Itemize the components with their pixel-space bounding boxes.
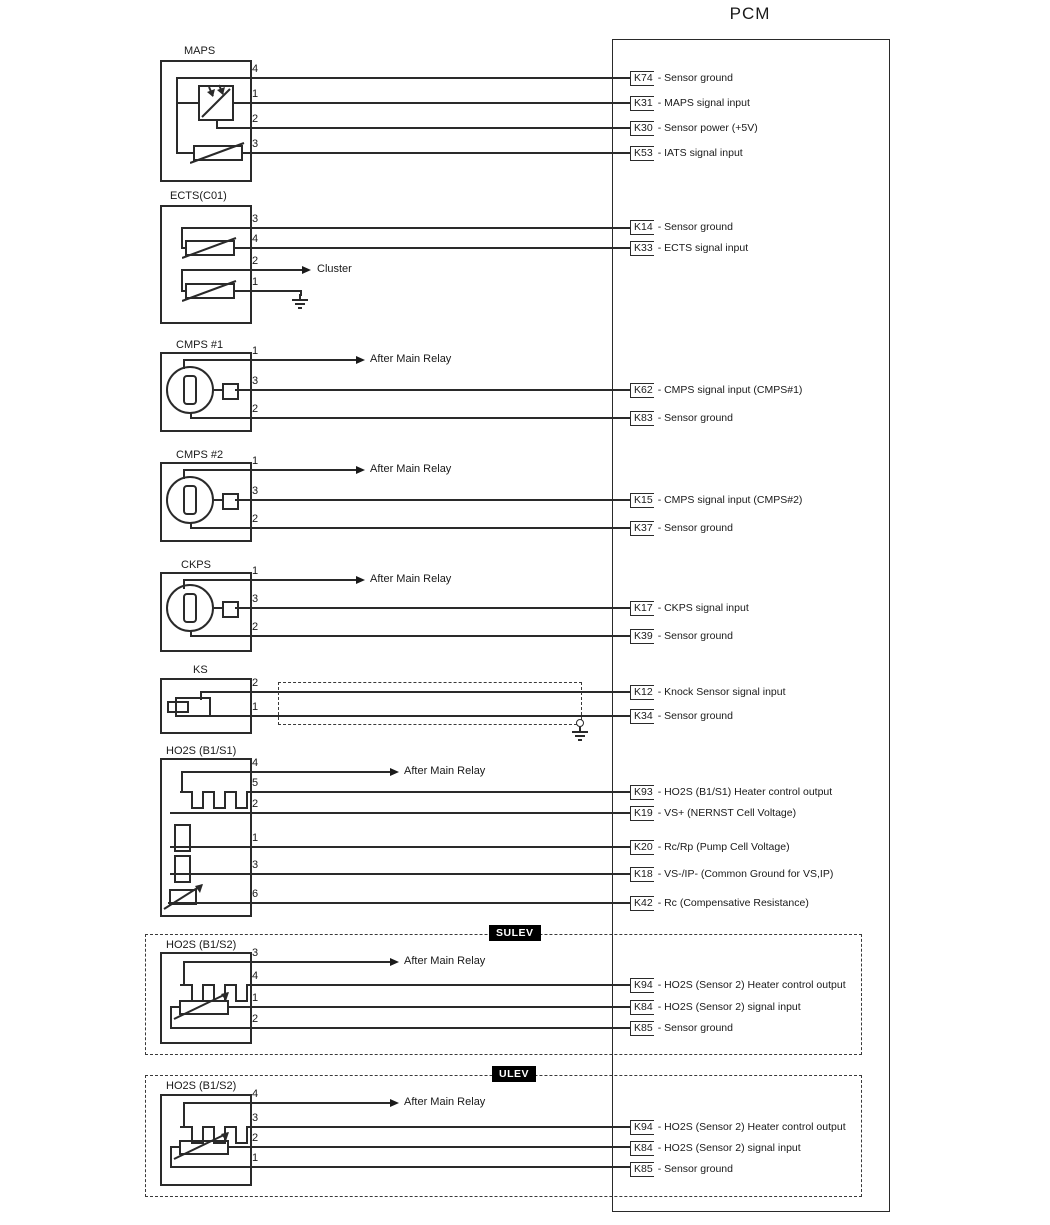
connector-label-ho2s-b1s2-sulev: HO2S (B1/S2) [166,939,237,951]
wire [170,812,630,814]
pcm-pin-k42 [630,896,809,911]
wire [228,1006,630,1008]
pcm-pin-k62 [630,383,802,398]
wire [266,1126,630,1128]
pin-number: 4 [252,970,259,982]
sensor-element [222,383,239,400]
pin-number: 4 [252,63,259,75]
arrow-right-icon [390,1099,399,1107]
pcm-title: PCM [729,4,771,23]
pcm-pin-k85-ulev [630,1162,733,1177]
pin-desc: - HO2S (B1/S1) Heater control output [657,786,833,798]
pin-number: 2 [252,403,259,415]
connector-label-ckps: CKPS [181,559,211,571]
wire [170,1007,172,1029]
after-main-relay-annotation: After Main Relay [370,353,452,365]
pin-code: K62 [630,383,654,398]
connector-label-cmps2: CMPS #2 [176,449,224,461]
wire [235,607,630,609]
pin-number: 2 [252,798,259,810]
wire [242,152,630,154]
pin-desc: - HO2S (Sensor 2) Heater control output [657,1121,846,1133]
pin-number: 2 [252,255,259,267]
wire [170,1166,630,1168]
pcm-pin-k39 [630,629,733,644]
pin-code: K85 [630,1162,654,1177]
sensor-element [222,601,239,618]
pin-code: K17 [630,601,654,616]
pin-code: K53 [630,146,654,161]
pin-number: 6 [252,888,259,900]
pcm-pin-k94-ulev [630,1120,846,1135]
sensor-element [222,493,239,510]
pcm-pin-k74 [630,71,733,86]
wire [181,227,630,229]
pcm-pin-k15 [630,493,802,508]
wire [190,635,630,637]
pcm-pin-k84-sulev [630,1000,801,1015]
pcm-pin-k84-ulev [630,1141,801,1156]
pin-desc: - Sensor ground [657,412,733,424]
arrow-right-icon [356,466,365,474]
pin-desc: - VS-/IP- (Common Ground for VS,IP) [657,868,834,880]
wire [183,360,185,369]
pcm-pin-k83 [630,411,733,426]
sulev-badge: SULEV [489,925,541,941]
thermistor-icon [190,142,246,164]
pin-desc: - Sensor power (+5V) [657,122,758,134]
pin-desc: - Rc/Rp (Pump Cell Voltage) [657,841,790,853]
connector-label-ho2s-b1s1: HO2S (B1/S1) [166,745,237,757]
wire [183,1103,185,1127]
pin-code: K20 [630,840,654,855]
pin-desc: - Sensor ground [657,1022,733,1034]
pin-code: K84 [630,1141,654,1156]
cluster-annotation: Cluster [317,263,352,275]
wire [266,791,630,793]
pin-number: 2 [252,1013,259,1025]
pin-number: 2 [252,113,259,125]
connector-box-ects [160,205,252,324]
pin-number: 5 [252,777,259,789]
pin-number: 3 [252,375,259,387]
pin-desc: - Sensor ground [657,630,733,642]
wire [183,1102,390,1104]
pcm-pin-k20 [630,840,790,855]
pin-desc: - HO2S (Sensor 2) signal input [657,1142,801,1154]
pcm-pin-k31 [630,96,750,111]
pin-number: 1 [252,88,259,100]
thermistor-arrow-icon [172,989,236,1021]
pin-number: 1 [252,832,259,844]
pin-number: 2 [252,1132,259,1144]
hall-sensor-icon [164,582,216,634]
wire [170,1146,181,1148]
wire [214,499,222,501]
pin-number: 1 [252,345,259,357]
pin-number: 1 [252,992,259,1004]
pin-number: 2 [252,621,259,633]
wire [216,127,630,129]
pin-code: K30 [630,121,654,136]
pin-number: 3 [252,138,259,150]
pin-number: 2 [252,513,259,525]
pin-code: K94 [630,978,654,993]
pin-desc: - IATS signal input [657,147,743,159]
arrow-right-icon [390,958,399,966]
pin-code: K85 [630,1021,654,1036]
pcm-pin-k37 [630,521,733,536]
wire [190,417,630,419]
hall-sensor-icon [164,474,216,526]
wire [181,771,390,773]
wire [234,290,301,292]
thermistor-arrow-icon [172,1129,236,1161]
pin-code: K34 [630,709,654,724]
pin-code: K39 [630,629,654,644]
pin-number: 1 [252,565,259,577]
pin-code: K93 [630,785,654,800]
cell-element [174,824,191,852]
after-main-relay-annotation: After Main Relay [370,463,452,475]
arrow-right-icon [390,768,399,776]
pcm-pin-k85-sulev [630,1021,733,1036]
wire [228,1146,630,1148]
pin-code: K84 [630,1000,654,1015]
shield-outline [278,682,582,725]
pin-desc: - ECTS signal input [657,242,749,254]
wire [183,961,390,963]
pin-code: K15 [630,493,654,508]
pin-number: 3 [252,947,259,959]
wire [170,1006,181,1008]
ulev-badge: ULEV [492,1066,536,1082]
pcm-pin-k19 [630,806,796,821]
pin-code: K18 [630,867,654,882]
pcm-pin-k53 [630,146,743,161]
pin-desc: - Sensor ground [657,1163,733,1175]
connector-label-maps: MAPS [184,45,216,57]
pin-number: 4 [252,233,259,245]
wire [168,902,630,904]
pin-desc: - Rc (Compensative Resistance) [657,897,809,909]
thermistor-icon [182,280,238,302]
wire [214,389,222,391]
pin-number: 1 [252,455,259,467]
pin-code: K14 [630,220,654,235]
after-main-relay-annotation: After Main Relay [404,765,486,777]
pin-number: 3 [252,485,259,497]
wire [183,579,356,581]
wire [183,580,185,589]
wire [183,359,356,361]
pin-desc: - HO2S (Sensor 2) Heater control output [657,979,846,991]
arrow-right-icon [356,576,365,584]
wire [181,269,302,271]
pin-desc: - Sensor ground [657,221,733,233]
shield-terminal [576,719,584,727]
trim-resistor-icon [162,878,206,912]
pin-desc: - MAPS signal input [657,97,750,109]
pcm-pin-k30 [630,121,758,136]
wire [183,470,185,479]
pin-desc: - Sensor ground [657,710,733,722]
pin-desc: - VS+ (NERNST Cell Voltage) [657,807,797,819]
pin-number: 4 [252,757,259,769]
wire [183,962,185,985]
pin-code: K33 [630,241,654,256]
after-main-relay-annotation: After Main Relay [370,573,452,585]
pcm-pin-k94-sulev [630,978,846,993]
pressure-sensor-icon [194,81,238,125]
after-main-relay-annotation: After Main Relay [404,1096,486,1108]
pin-code: K31 [630,96,654,111]
wire [214,607,222,609]
pin-desc: - CMPS signal input (CMPS#1) [657,384,803,396]
connector-label-cmps1: CMPS #1 [176,339,224,351]
wire [170,1147,172,1168]
wire [170,1027,630,1029]
wire [183,469,356,471]
ground-icon [570,727,590,743]
pin-desc: - Sensor ground [657,522,733,534]
ground-icon [290,294,310,310]
knock-sensor-icon [166,692,220,722]
wire [200,692,202,700]
pcm-pin-k34 [630,709,733,724]
pcm-pin-k33 [630,241,748,256]
pcm-pin-k12 [630,685,786,700]
pin-number: 3 [252,593,259,605]
hall-sensor-icon [164,364,216,416]
pin-desc: - CMPS signal input (CMPS#2) [657,494,803,506]
connector-label-ks: KS [193,664,208,676]
pin-desc: - CKPS signal input [657,602,749,614]
thermistor-icon [182,237,238,259]
pin-number: 2 [252,677,259,689]
pin-code: K74 [630,71,654,86]
pin-code: K19 [630,806,654,821]
connector-label-ho2s-b1s2-ulev: HO2S (B1/S2) [166,1080,237,1092]
connector-label-ects: ECTS(C01) [170,190,227,202]
pin-number: 3 [252,213,259,225]
wire [190,527,630,529]
pin-code: K42 [630,896,654,911]
wire [170,846,630,848]
pin-number: 4 [252,1088,259,1100]
pin-number: 3 [252,859,259,871]
pin-code: K12 [630,685,654,700]
pin-code: K37 [630,521,654,536]
pin-code: K83 [630,411,654,426]
wire [235,389,630,391]
pcm-pin-k17 [630,601,749,616]
pin-number: 1 [252,276,259,288]
wire [234,247,630,249]
pcm-pin-k18 [630,867,833,882]
pin-desc: - Sensor ground [657,72,733,84]
wire [176,77,630,79]
wire [235,499,630,501]
pcm-pin-k93 [630,785,832,800]
wire [176,78,178,154]
arrow-right-icon [356,356,365,364]
wire [170,873,630,875]
wire [233,102,630,104]
after-main-relay-annotation: After Main Relay [404,955,486,967]
pin-number: 3 [252,1112,259,1124]
pin-number: 1 [252,701,259,713]
pin-desc: - HO2S (Sensor 2) signal input [657,1001,801,1013]
pin-desc: - Knock Sensor signal input [657,686,786,698]
pin-number: 1 [252,1152,259,1164]
pcm-pin-k14 [630,220,733,235]
wire [266,984,630,986]
pin-code: K94 [630,1120,654,1135]
arrow-right-icon [302,266,311,274]
